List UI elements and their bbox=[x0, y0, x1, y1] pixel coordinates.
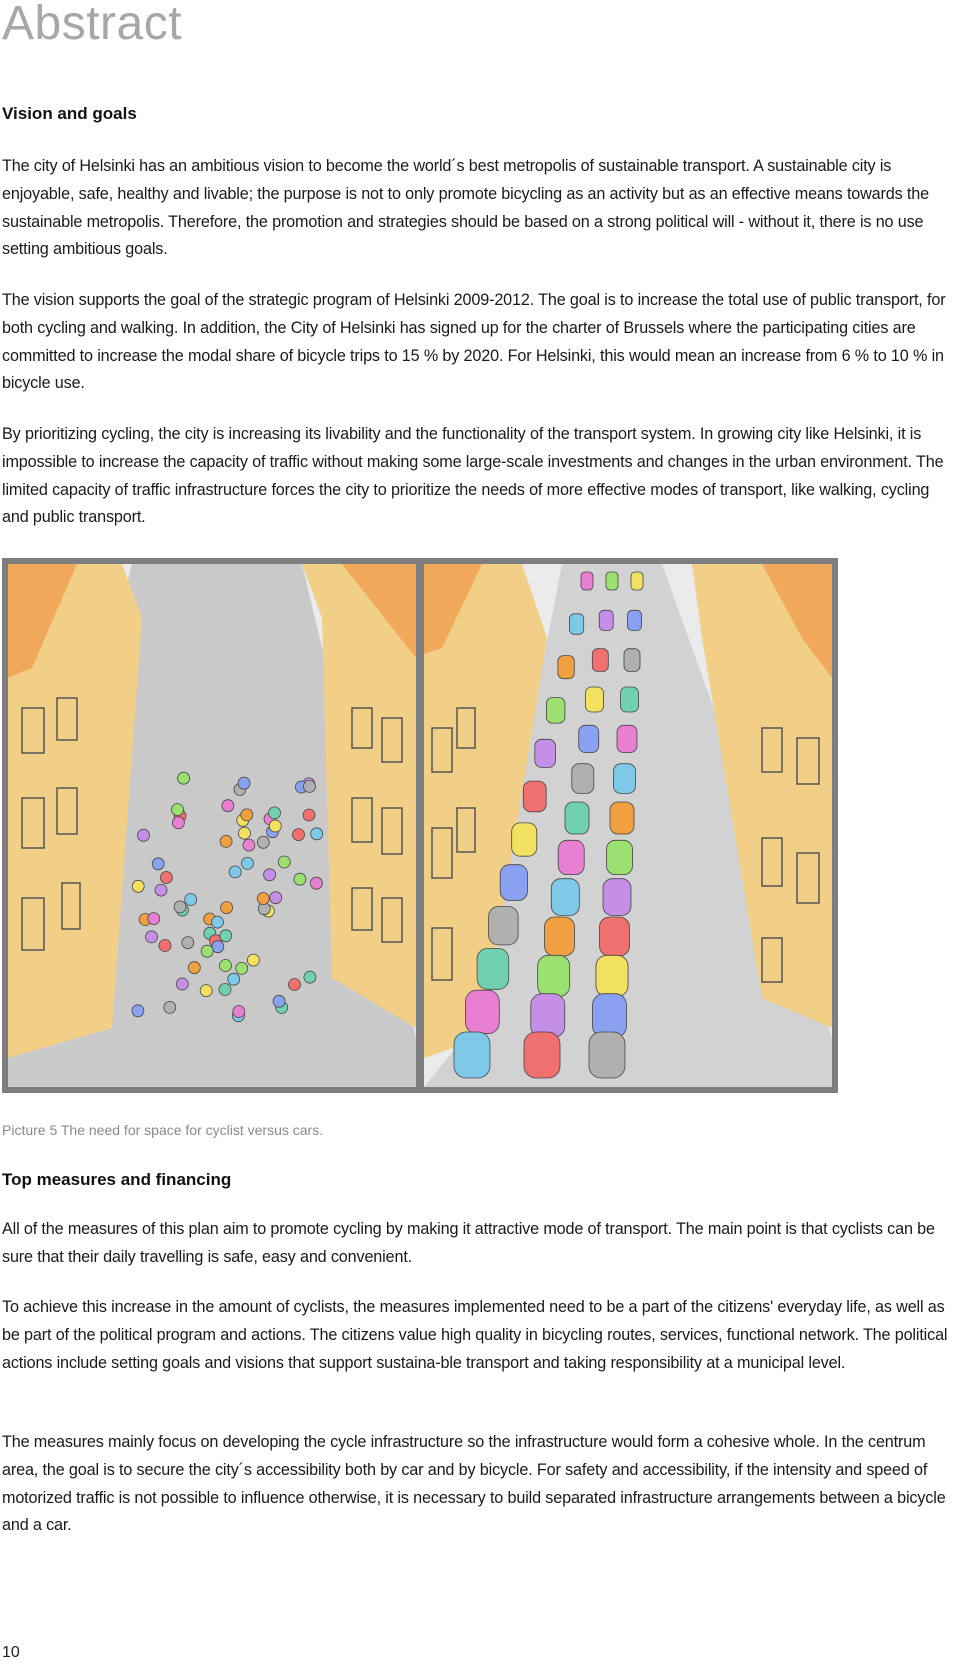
cyclist-mark bbox=[221, 902, 233, 914]
car-mark bbox=[614, 764, 636, 794]
cyclist-mark bbox=[233, 1006, 245, 1018]
car-mark bbox=[599, 610, 613, 630]
cyclist-mark bbox=[212, 916, 224, 928]
cyclist-mark bbox=[247, 954, 259, 966]
cyclist-mark bbox=[222, 800, 234, 812]
car-mark bbox=[477, 948, 509, 989]
cyclist-mark bbox=[152, 858, 164, 870]
cyclist-mark bbox=[294, 873, 306, 885]
cyclist-mark bbox=[269, 807, 281, 819]
cyclist-mark bbox=[310, 877, 322, 889]
cyclist-mark bbox=[220, 930, 232, 942]
cyclist-mark bbox=[200, 985, 212, 997]
car-mark bbox=[624, 649, 640, 672]
paragraph-measures-3: The measures mainly focus on developing the cycle infrastructure so the infrastructure would form a cohesive whole. In the centrum area, the goal is to secure the city´s accessibility both by car and by bicycle. For safety and accessibility, if the intensity and speed of motorized traffic is not possible to influence otherwise, it is necessary to build separated infrastructure arrangements between a bicycle and a car. bbox=[2, 1433, 946, 1535]
cyclist-mark bbox=[138, 829, 150, 841]
section-heading-measures: Top measures and financing bbox=[2, 1170, 232, 1189]
car-mark bbox=[558, 656, 574, 679]
paragraph-measures-1: All of the measures of this plan aim to promote cycling by making it attractive mode of transport. The main point is that cyclists can be sure that their daily travelling is safe, easy and convenient. bbox=[2, 1220, 935, 1266]
car-mark bbox=[628, 610, 642, 630]
cyclist-mark bbox=[228, 973, 240, 985]
car-mark bbox=[593, 994, 627, 1038]
car-mark bbox=[565, 802, 589, 834]
cyclist-mark bbox=[148, 913, 160, 925]
cyclist-mark bbox=[257, 893, 269, 905]
page-title: Abstract bbox=[2, 0, 183, 50]
car-mark bbox=[512, 823, 537, 856]
car-mark bbox=[610, 802, 634, 834]
car-mark bbox=[551, 879, 579, 916]
car-mark bbox=[523, 781, 546, 812]
cyclist-mark bbox=[132, 880, 144, 892]
cyclist-mark bbox=[164, 1001, 176, 1013]
car-mark bbox=[581, 572, 593, 590]
cyclist-mark bbox=[304, 971, 316, 983]
paragraph-vision-1: The city of Helsinki has an ambitious vision to become the world´s best metropolis of sustainable transport. A sustainable city is enjoyable, safe, healthy and livable; the purpose is not to only promote bicycling as an activity but as an effective means towards the sustainable metropolis. Therefore, the promotion and strategies should be based on a strong political will - without it, there is no use setting ambitious goals. bbox=[2, 157, 929, 259]
cyclist-mark bbox=[188, 962, 200, 974]
car-mark bbox=[570, 614, 584, 635]
car-mark bbox=[586, 687, 604, 712]
cyclist-mark bbox=[304, 780, 316, 792]
car-mark bbox=[596, 955, 628, 996]
car-mark bbox=[603, 879, 631, 916]
car-mark bbox=[606, 572, 618, 590]
car-mark bbox=[454, 1032, 490, 1078]
cyclist-mark bbox=[238, 777, 250, 789]
cyclist-mark bbox=[257, 836, 269, 848]
cyclist-mark bbox=[220, 960, 232, 972]
cyclist-mark bbox=[176, 978, 188, 990]
cyclist-mark bbox=[273, 995, 285, 1007]
cyclist-mark bbox=[311, 828, 323, 840]
section-heading-vision: Vision and goals bbox=[2, 104, 137, 123]
car-mark bbox=[538, 955, 570, 996]
cyclist-mark bbox=[178, 772, 190, 784]
cyclist-mark bbox=[243, 839, 255, 851]
car-mark bbox=[589, 1032, 625, 1078]
cyclist-mark bbox=[201, 945, 213, 957]
paragraph-measures-2: To achieve this increase in the amount of cyclists, the measures implemented need to be a part of the citizens' everyday life, as well as be part of the political program and actions. The citizens value high quality in bicycling routes, services, functional network. The political actions include setting goals and visions that support sustaina-ble transport and taking responsibility at a municipal level. bbox=[2, 1298, 948, 1372]
illustration-streets bbox=[2, 558, 838, 1093]
cyclist-mark bbox=[270, 892, 282, 904]
paragraph-vision-3: By prioritizing cycling, the city is increasing its livability and the functionality of the transport system. In growing city like Helsinki, it is impossible to increase the capacity of traffic without making some large-scale investments and changes in the urban environment. The limited capacity of traffic infrastructure forces the city to prioritize the needs of more effective modes of transport, like walking, cycling and public transport. bbox=[2, 425, 944, 527]
cyclist-mark bbox=[172, 817, 184, 829]
cyclist-mark bbox=[172, 804, 184, 816]
car-mark bbox=[621, 687, 639, 712]
car-mark bbox=[558, 840, 584, 874]
car-mark bbox=[592, 649, 608, 672]
panel-cars bbox=[424, 564, 832, 1087]
cyclist-mark bbox=[289, 979, 301, 991]
cyclist-mark bbox=[220, 835, 232, 847]
cyclist-mark bbox=[303, 809, 315, 821]
cyclist-mark bbox=[264, 869, 276, 881]
car-mark bbox=[489, 907, 518, 945]
cyclist-mark bbox=[241, 809, 253, 821]
car-mark bbox=[631, 572, 643, 590]
cyclist-mark bbox=[229, 866, 241, 878]
cyclist-mark bbox=[132, 1005, 144, 1017]
car-mark bbox=[617, 725, 637, 752]
cyclist-mark bbox=[293, 829, 305, 841]
car-mark bbox=[607, 840, 633, 874]
cyclist-mark bbox=[212, 941, 224, 953]
cyclist-mark bbox=[278, 856, 290, 868]
cyclist-mark bbox=[160, 872, 172, 884]
figure-cyclists-vs-cars bbox=[2, 558, 838, 1093]
cyclist-mark bbox=[159, 940, 171, 952]
car-mark bbox=[535, 739, 556, 767]
car-mark bbox=[524, 1032, 560, 1078]
cyclist-mark bbox=[146, 931, 158, 943]
car-mark bbox=[572, 764, 594, 794]
car-mark bbox=[531, 994, 565, 1038]
car-mark bbox=[579, 725, 599, 752]
cyclist-mark bbox=[174, 901, 186, 913]
car-mark bbox=[546, 698, 565, 724]
cyclist-mark bbox=[182, 937, 194, 949]
car-mark bbox=[545, 917, 575, 956]
car-mark bbox=[600, 917, 630, 956]
cyclist-mark bbox=[239, 827, 251, 839]
car-mark bbox=[500, 865, 527, 901]
cyclist-mark bbox=[269, 820, 281, 832]
paragraph-vision-2: The vision supports the goal of the strategic program of Helsinki 2009-2012. The goal is to increase the total use of public transport, for both cycling and walking. In addition, the City of Helsinki has signed up for the charter of Brussels where the participating cities are committed to increase the modal share of bicycle trips to 15 % by 2020. For Helsinki, this would mean an increase from 6 % to 10 % in bicycle use. bbox=[2, 291, 946, 393]
car-mark bbox=[466, 990, 500, 1033]
page-number: 10 bbox=[2, 1644, 20, 1661]
cyclist-mark bbox=[185, 894, 197, 906]
panel-cyclists bbox=[8, 564, 416, 1087]
figure-caption: Picture 5 The need for space for cyclist versus cars. bbox=[2, 1122, 324, 1138]
cyclist-mark bbox=[155, 884, 167, 896]
cyclist-mark bbox=[236, 962, 248, 974]
cyclist-mark bbox=[219, 984, 231, 996]
cyclist-mark bbox=[242, 857, 254, 869]
